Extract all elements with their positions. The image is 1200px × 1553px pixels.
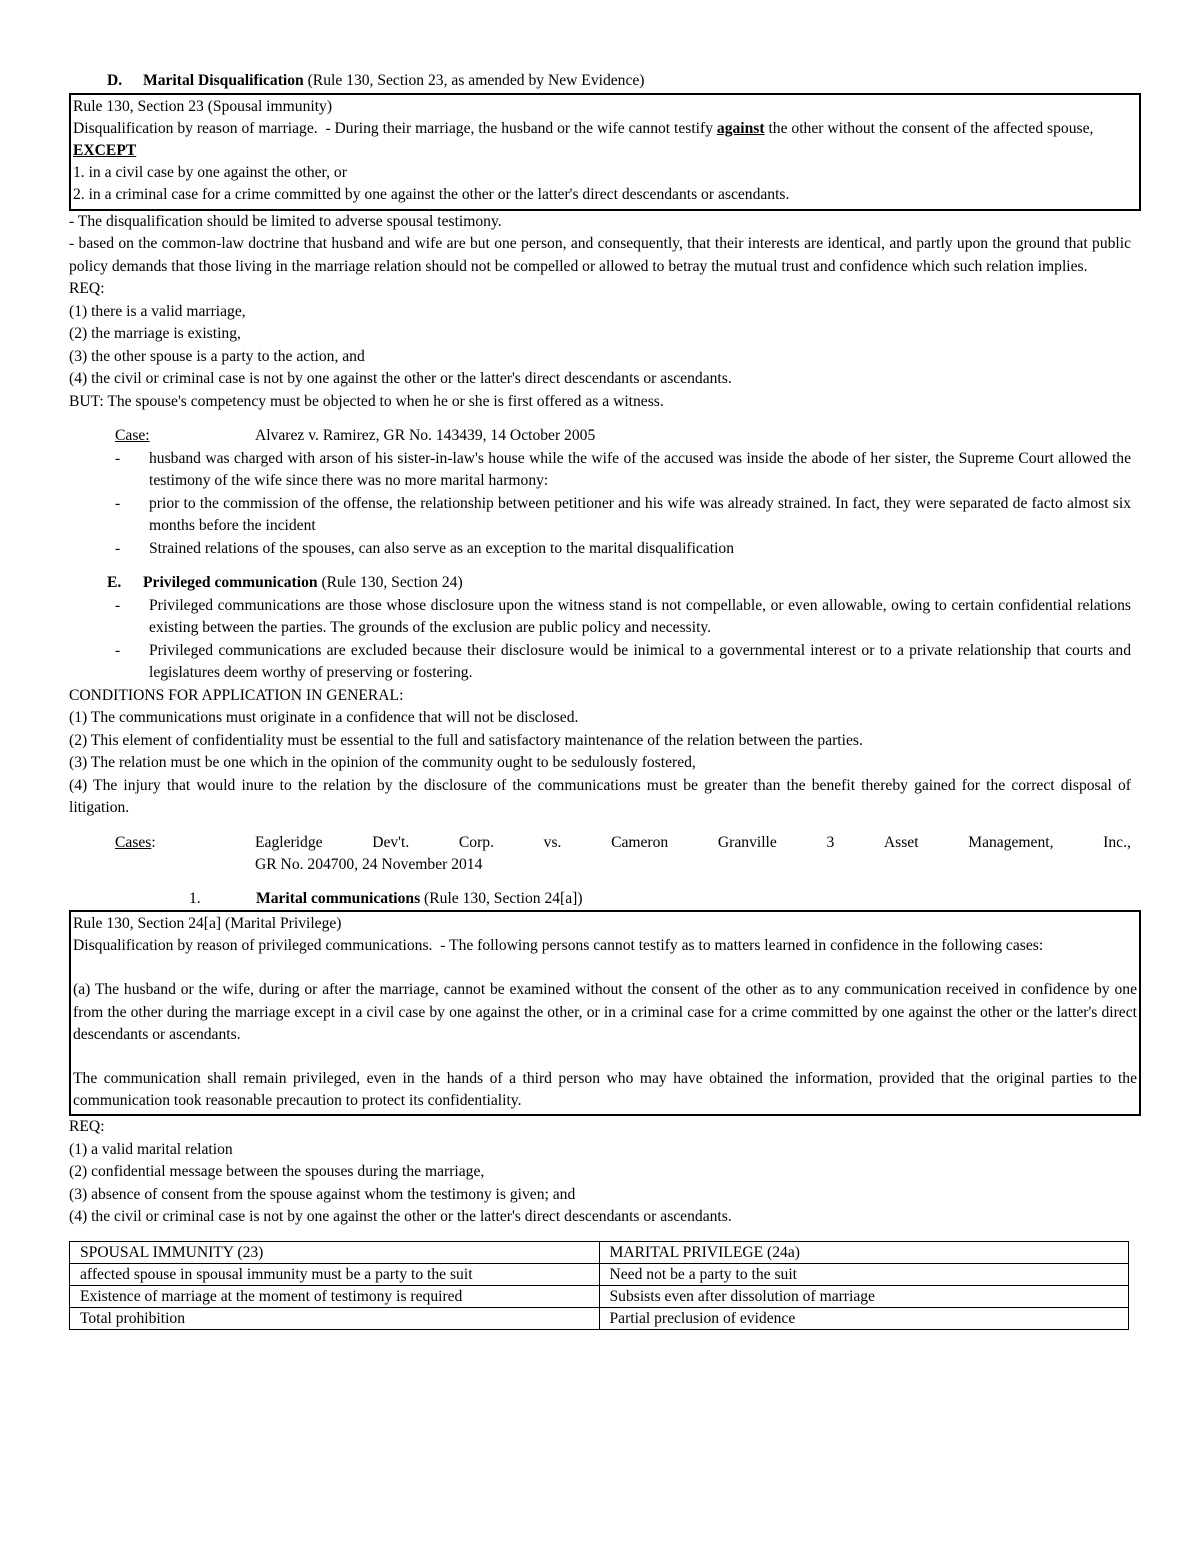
comparison-table	[69, 1241, 1129, 1330]
table-cell: Need not be a party to the suit	[599, 1263, 1129, 1285]
box1-text-b: the other without the consent of the affected spouse,	[764, 119, 1094, 137]
req2-item: (1) a valid marital relation	[69, 1140, 233, 1158]
case-e-line2: GR No. 204700, 24 November 2014	[255, 856, 483, 874]
table-row	[70, 1285, 1129, 1307]
case-e-word: Dev't.	[372, 833, 410, 851]
req-d-but: BUT: The spouse's competency must be objected to when he or she is first offered as a witness.	[69, 392, 664, 410]
section-e-bullet-text: Privileged communications are those whose disclosure upon the witness stand is not compellable, or even allowable, owing to certain confidential relations existing between the parties. The grounds of the exclusion are public policy and necessity.	[149, 596, 1131, 637]
document-content	[69, 70, 1141, 1330]
case-e-word: 3	[826, 833, 835, 851]
table-cell: Subsists even after dissolution of marriage	[599, 1285, 1129, 1307]
case-e-row	[69, 832, 1131, 877]
note-d: - based on the common-law doctrine that husband and wife are but one person, and consequently, that their interests are identical, and partly upon the ground that public policy demands that those living in the marriage relation should not be compelled or allowed to betray the mutual trust and confidence which such relation implies.	[69, 235, 1135, 275]
box1-rule: Rule 130, Section 23 (Spousal immunity)	[73, 97, 333, 115]
case-e-word: Granville	[717, 833, 777, 851]
section-e-bullet	[69, 595, 1131, 640]
condition-item: (3) The relation must be one which in the opinion of the community ought to be sedulously fostered,	[69, 754, 696, 772]
section-e-ref: (Rule 130, Section 24)	[317, 574, 463, 592]
case-d-bullet	[69, 493, 1131, 538]
box1-text-against: against	[716, 119, 765, 137]
req-d-label: REQ:	[69, 280, 105, 298]
case-e-label-text: Cases	[115, 833, 152, 851]
dash-mark: -	[115, 539, 121, 557]
spousal-immunity-box	[69, 93, 1141, 211]
box1-text-a: Disqualification by reason of marriage. - During their marriage, the husband or the wife cannot testify	[73, 119, 717, 137]
req-d-item: (4) the civil or criminal case is not by one against the other or the latter's direct descendants or ascendants.	[69, 370, 732, 388]
case-e-colon: :	[151, 833, 156, 851]
case-d-bullet-text: husband was charged with arson of his sister-in-law's house while the wife of the accused was inside the abode of her sister, the Supreme Court allowed the testimony of the wife since there was no more marital harmony:	[149, 449, 1131, 490]
box2-para-a: (a) The husband or the wife, during or after the marriage, cannot be examined without the consent of the other as to any communication received in confidence by one from the other during the marriage except in a civil case by one against the other, or in a criminal case for a crime committed by one against the other or the latter's direct descendants or ascendants.	[73, 981, 1141, 1043]
case-d-bullet	[69, 448, 1131, 493]
conditions-label: CONDITIONS FOR APPLICATION IN GENERAL:	[69, 686, 404, 704]
section-d-ref: (Rule 130, Section 23, as amended by New Evidence)	[303, 72, 645, 89]
table-cell: MARITAL PRIVILEGE (24a)	[599, 1241, 1129, 1263]
table-row	[70, 1241, 1129, 1263]
box2-rule: Rule 130, Section 24[a] (Marital Privilege)	[73, 915, 342, 933]
note-d: - The disqualification should be limited to adverse spousal testimony.	[69, 212, 502, 230]
table-row	[70, 1307, 1129, 1329]
case-d-row	[69, 425, 1131, 448]
case-e-word: Inc.,	[1103, 833, 1131, 851]
case-e-word: Corp.	[458, 833, 494, 851]
dash-mark: -	[115, 641, 121, 659]
dash-mark: -	[115, 596, 121, 614]
section-e-heading	[69, 572, 1131, 595]
section-e-letter: E.	[107, 574, 122, 592]
case-e-word: vs.	[543, 833, 562, 851]
req2-item: (4) the civil or criminal case is not by one against the other or the latter's direct descendants or ascendants.	[69, 1208, 732, 1226]
section-d-heading	[69, 70, 1131, 93]
req-d-item: (2) the marriage is existing,	[69, 325, 241, 343]
section-e-bullet	[69, 640, 1131, 685]
case-e-text	[255, 832, 1131, 877]
sub1-num: 1.	[189, 889, 201, 907]
marital-privilege-box	[69, 910, 1141, 1116]
table-cell: affected spouse in spousal immunity must be a party to the suit	[70, 1263, 600, 1285]
box1-text	[73, 118, 1137, 140]
case-e-label	[69, 832, 255, 877]
table-cell: Existence of marriage at the moment of testimony is required	[70, 1285, 600, 1307]
case-e-word: Cameron	[611, 833, 669, 851]
section-d-title: Marital Disqualification	[143, 72, 304, 89]
condition-item: (4) The injury that would inure to the relation by the disclosure of the communications must be greater than the benefit thereby gained for the correct disposal of litigation.	[69, 776, 1135, 817]
condition-item: (2) This element of confidentiality must be essential to the full and satisfactory maintenance of the relation between the parties.	[69, 731, 863, 749]
case-d-bullet	[69, 538, 1131, 561]
box1-item: 1. in a civil case by one against the other, or	[73, 164, 347, 182]
case-d-label-text: Case:	[115, 427, 150, 445]
section-e-bullet-text: Privileged communications are excluded because their disclosure would be inimical to a governmental interest or to a private relationship that courts and legislatures deem worthy of preserving or fostering.	[149, 641, 1131, 682]
case-d-bullet-text: Strained relations of the spouses, can also serve as an exception to the marital disqualification	[149, 539, 735, 557]
case-d-title: Alvarez v. Ramirez, GR No. 143439, 14 October 2005	[255, 427, 596, 445]
box2-gap	[73, 1046, 1137, 1068]
sub1-ref: (Rule 130, Section 24[a])	[420, 889, 583, 907]
case-e-line1	[255, 832, 1131, 855]
req2-label: REQ:	[69, 1118, 105, 1136]
sub1-title: Marital communications	[256, 889, 421, 907]
box1-item: 2. in a criminal case for a crime committed by one against the other or the latter's direct descendants or ascendants.	[73, 186, 790, 204]
table-cell: Partial preclusion of evidence	[599, 1307, 1129, 1329]
case-d-bullet-text: prior to the commission of the offense, the relationship between petitioner and his wife was already strained. In fact, they were separated de facto almost six months before the incident	[149, 494, 1131, 535]
box2-para-b: The communication shall remain privileged, even in the hands of a third person who may have obtained the information, provided that the original parties to the communication took reasonable precaution to protect its confidentiality.	[73, 1070, 1141, 1110]
table-cell: SPOUSAL IMMUNITY (23)	[70, 1241, 600, 1263]
case-d-label	[69, 425, 255, 448]
case-e-word: Eagleridge	[255, 833, 323, 851]
section-d-letter: D.	[107, 72, 123, 89]
dash-mark: -	[115, 494, 121, 512]
req2-item: (2) confidential message between the spouses during the marriage,	[69, 1163, 485, 1181]
condition-item: (1) The communications must originate in a confidence that will not be disclosed.	[69, 709, 579, 727]
box2-gap	[73, 957, 1137, 979]
box1-except: EXCEPT	[73, 141, 137, 159]
table-cell: Total prohibition	[70, 1307, 600, 1329]
dash-mark: -	[115, 449, 121, 467]
case-e-word: Management,	[968, 833, 1054, 851]
table-row	[70, 1263, 1129, 1285]
case-e-word: Asset	[883, 833, 919, 851]
req-d-item: (1) there is a valid marriage,	[69, 302, 246, 320]
marital-communications-heading	[69, 888, 1131, 911]
box2-intro: Disqualification by reason of privileged communications. - The following persons cannot testify as to matters learned in confidence in the following cases:	[73, 937, 1044, 955]
section-e-title: Privileged communication	[143, 574, 318, 592]
req-d-item: (3) the other spouse is a party to the action, and	[69, 347, 365, 365]
req2-item: (3) absence of consent from the spouse against whom the testimony is given; and	[69, 1185, 576, 1203]
